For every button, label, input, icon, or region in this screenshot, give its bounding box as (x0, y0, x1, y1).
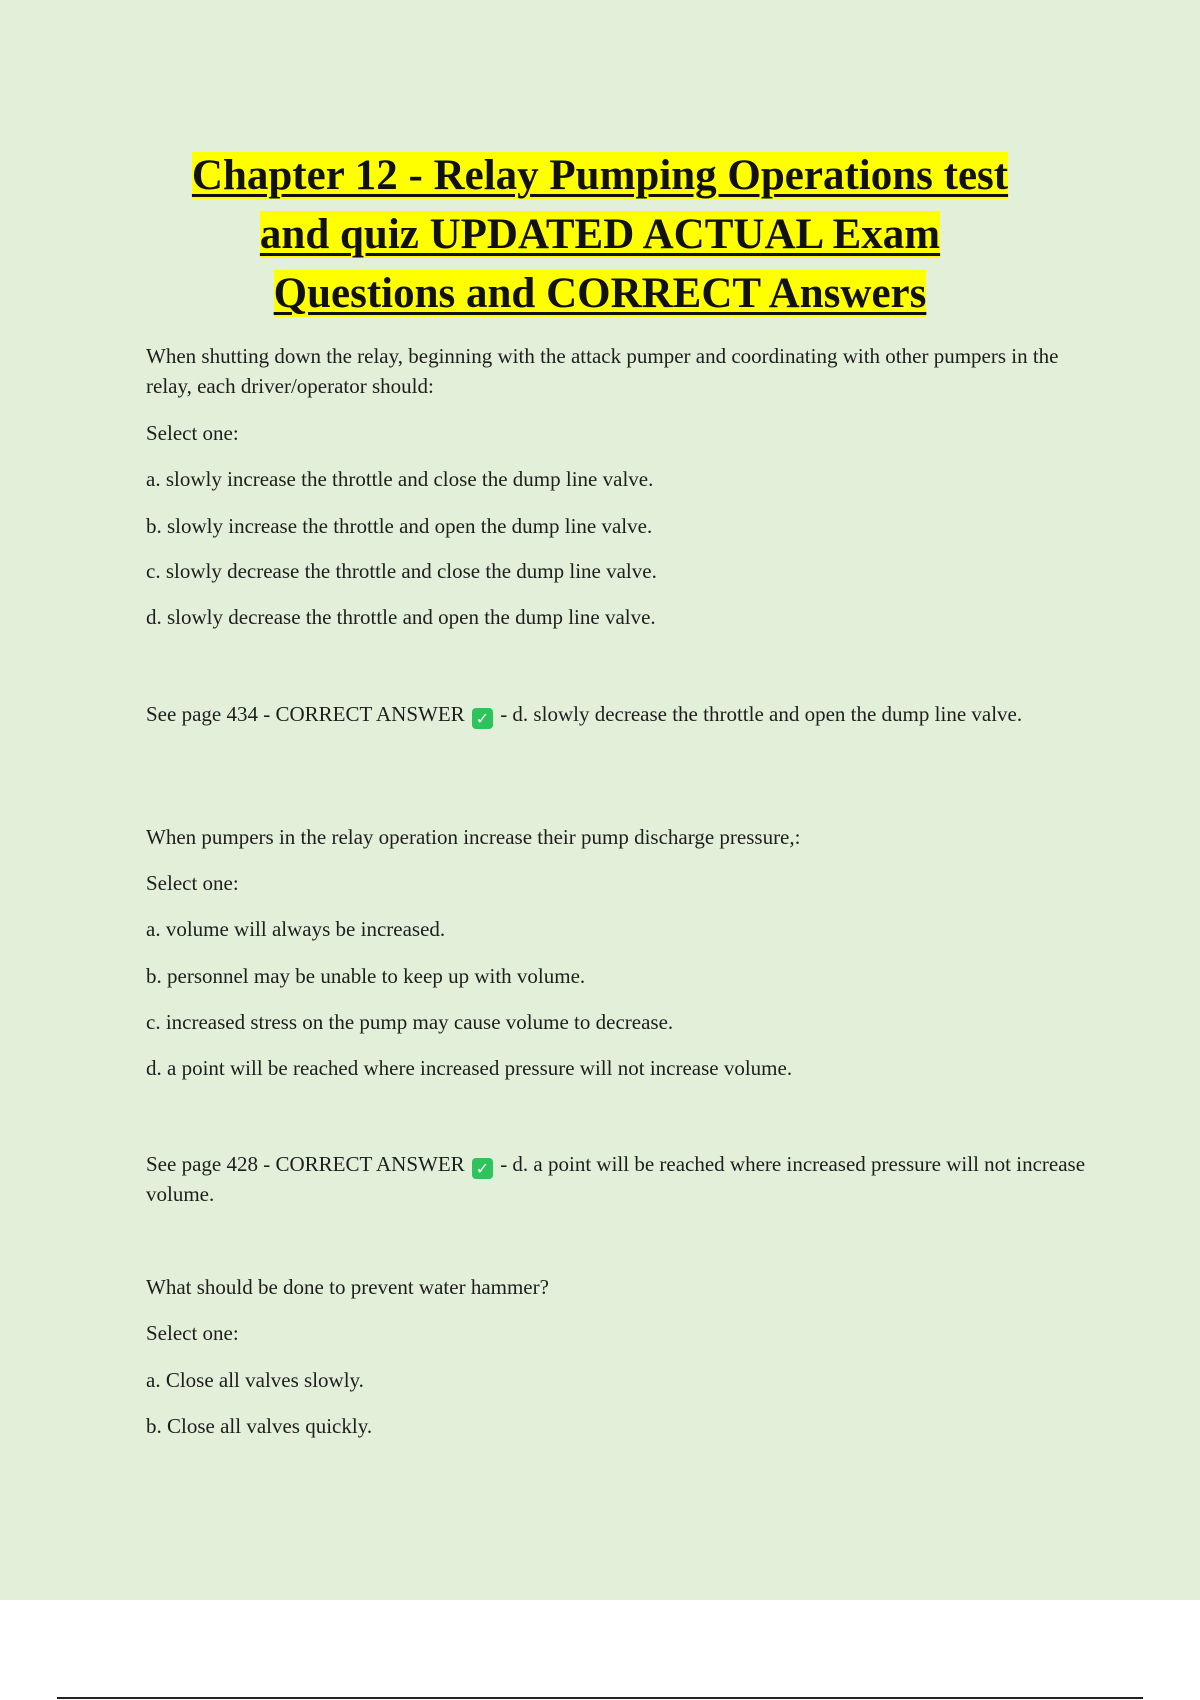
answer-option: c. slowly decrease the throttle and close the dump line valve. (146, 559, 657, 583)
answer-option: c. increased stress on the pump may cause volume to decrease. (146, 1010, 674, 1034)
correct-answer (146, 1149, 1086, 1209)
answer-option: d. a point will be reached where increased pressure will not increase volume. (146, 1056, 793, 1080)
checkmark-box-icon: ✓ (472, 708, 493, 729)
answer-option: a. volume will always be increased. (146, 917, 446, 941)
question-text: When pumpers in the relay operation increase their pump discharge pressure,: (146, 825, 801, 849)
correct-answer (146, 699, 1086, 729)
footer-divider (57, 1697, 1143, 1699)
answer-text: - d. a point will be reached where increased pressure will not increase volume. (146, 1152, 1086, 1206)
title-line-3: Questions and CORRECT Answers (273, 270, 927, 317)
answer-option: b. slowly increase the throttle and open the dump line valve. (146, 514, 653, 538)
select-prompt: Select one: (146, 421, 239, 445)
select-prompt: Select one: (146, 1321, 239, 1345)
answer-option: d. slowly decrease the throttle and open the dump line valve. (146, 605, 656, 629)
question-text: When shutting down the relay, beginning with the attack pumper and coordinating with other pumpers in the relay, each driver/operator should: (146, 344, 1059, 398)
answer-option: a. slowly increase the throttle and close the dump line valve. (146, 467, 654, 491)
document-title (0, 146, 1200, 323)
answer-option: a. Close all valves slowly. (146, 1368, 364, 1392)
answer-reference: See page 428 - CORRECT ANSWER (146, 1152, 465, 1176)
select-prompt: Select one: (146, 871, 239, 895)
question-text: What should be done to prevent water hammer? (146, 1275, 549, 1299)
title-line-1: Chapter 12 - Relay Pumping Operations test (191, 152, 1009, 199)
answer-option: b. personnel may be unable to keep up with volume. (146, 964, 586, 988)
title-line-2: and quiz UPDATED ACTUAL Exam (259, 211, 941, 258)
checkmark-box-icon: ✓ (472, 1158, 493, 1179)
answer-text: - d. slowly decrease the throttle and open the dump line valve. (500, 702, 1023, 726)
answer-option: b. Close all valves quickly. (146, 1414, 373, 1438)
answer-reference: See page 434 - CORRECT ANSWER (146, 702, 465, 726)
